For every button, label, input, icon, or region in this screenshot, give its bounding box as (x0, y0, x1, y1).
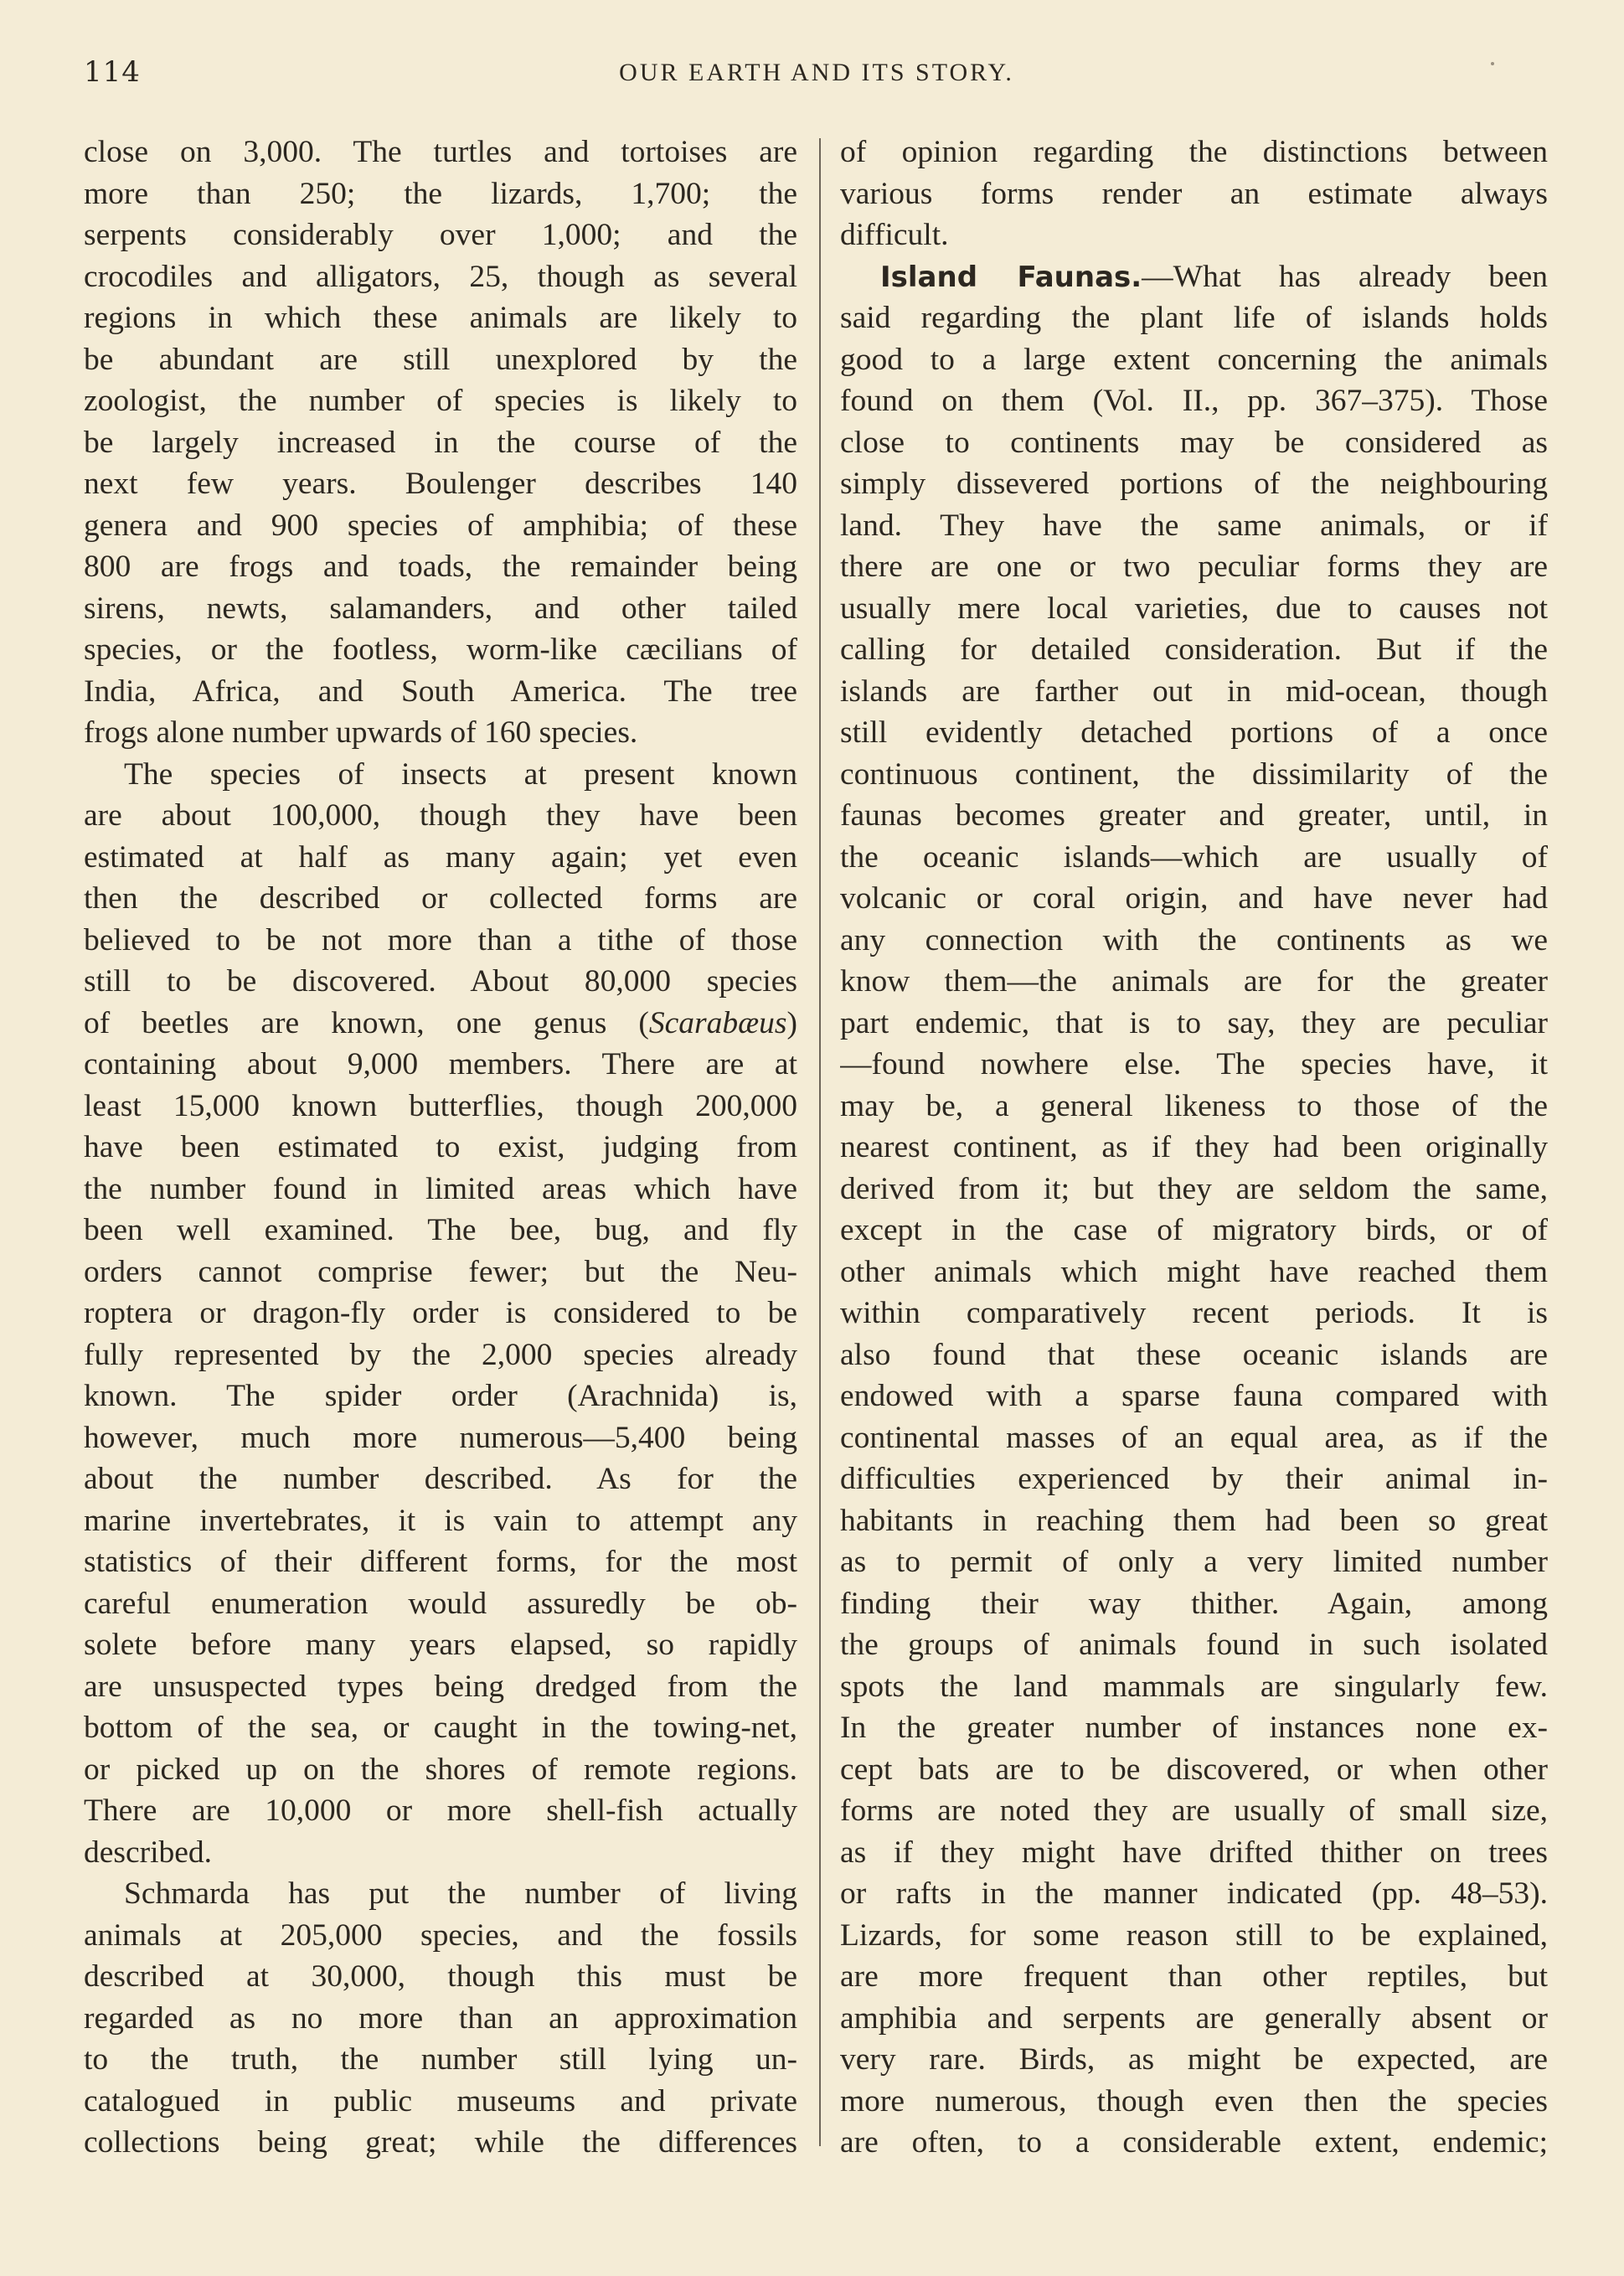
text-line: land. They have the same animals, or if (840, 508, 1548, 543)
text-line: to the truth, the number still lying un- (84, 2042, 797, 2077)
text-line: nearest continent, as if they had been originally (840, 1130, 1548, 1164)
text-line: be largely increased in the course of the (84, 425, 797, 460)
text-line: or picked up on the shores of remote regions. (84, 1752, 797, 1787)
text-line: derived from it; but they are seldom the same, (840, 1171, 1548, 1206)
section-heading-line (840, 256, 1548, 298)
text-line: habitants in reaching them had been so great (840, 1503, 1548, 1538)
text-line: difficult. (840, 218, 949, 252)
running-title: OUR EARTH AND ITS STORY. (619, 59, 1014, 86)
text-line: Schmarda has put the number of living (124, 1876, 797, 1911)
text-line: also found that these oceanic islands are (840, 1337, 1548, 1372)
text-line: various forms render an estimate always (840, 176, 1548, 211)
text-line: solete before many years elapsed, so rapidly (84, 1628, 797, 1662)
text-line: very rare. Birds, as might be expected, are (840, 2042, 1548, 2077)
text-line: least 15,000 known butterflies, though 200,000 (84, 1088, 797, 1123)
text-line: said regarding the plant life of islands holds (840, 301, 1548, 335)
text-line: as to permit of only a very limited number (840, 1545, 1548, 1579)
text-line: more numerous, though even then the species (840, 2083, 1548, 2119)
text-line: any connection with the continents as we (840, 922, 1548, 957)
text-line: sirens, newts, salamanders, and other tailed (84, 591, 797, 626)
text-line: zoologist, the number of species is likely to (84, 384, 797, 418)
text-line: roptera or dragon-fly order is considered to be (84, 1296, 797, 1330)
text-line: serpents considerably over 1,000; and the (84, 218, 797, 252)
left-column (84, 132, 797, 2164)
section-heading: Island Faunas. (880, 260, 1142, 294)
page-header (84, 55, 1549, 89)
text-line: spots the land mammals are singularly few. (840, 1669, 1548, 1704)
text-line: statistics of their different forms, for the most (84, 1545, 797, 1579)
text-line: endowed with a sparse fauna compared with (840, 1379, 1548, 1413)
text-line: Lizards, for some reason still to be explained, (840, 1917, 1548, 1953)
text-line-italic-genus: of beetles are known, one genus (Scarabæus) (84, 1005, 797, 1040)
text-line: usually mere local varieties, due to causes not (840, 591, 1548, 626)
text-line: In the greater number of instances none ex- (840, 1711, 1548, 1745)
right-column (840, 132, 1548, 2164)
text-line: species, or the footless, worm-like cæcilians of (84, 632, 797, 667)
text-line: catalogued in public museums and private (84, 2083, 797, 2119)
text-line: continental masses of an equal area, as if the (840, 1420, 1548, 1455)
text-line: described at 30,000, though this must be (84, 1959, 797, 1994)
column-rule (819, 138, 821, 2146)
text-line: more than 250; the lizards, 1,700; the (84, 176, 797, 211)
page-number: 114 (84, 55, 141, 89)
text-line: regarded as no more than an approximation (84, 2000, 797, 2036)
text-line: the oceanic islands—which are usually of (840, 839, 1548, 875)
text-line: close to continents may be considered as (840, 425, 1548, 460)
text-line: be abundant are still unexplored by the (84, 342, 797, 377)
text-line: estimated at half as many again; yet even (84, 839, 797, 875)
text-line: simply dissevered portions of the neighbouring (840, 467, 1548, 501)
text-line: other animals which might have reached them (840, 1254, 1548, 1289)
text-line: part endemic, that is to say, they are peculiar (840, 1005, 1548, 1040)
text-line: are unsuspected types being dredged from the (84, 1669, 797, 1704)
text-line: careful enumeration would assuredly be ob- (84, 1586, 797, 1621)
text-line: are about 100,000, though they have been (84, 798, 797, 833)
text-line: animals at 205,000 species, and the fossils (84, 1917, 797, 1953)
text-line: The species of insects at present known (124, 756, 797, 792)
text-line: have been estimated to exist, judging from (84, 1130, 797, 1164)
text-line: except in the case of migratory birds, or of (840, 1213, 1548, 1247)
text-line: about the number described. As for the (84, 1462, 797, 1496)
text-line: next few years. Boulenger describes 140 (84, 467, 797, 501)
text-line: known. The spider order (Arachnida) is, (84, 1379, 797, 1413)
text-line: containing about 9,000 members. There are at (84, 1047, 797, 1081)
text-line: There are 10,000 or more shell-fish actually (84, 1793, 797, 1828)
text-line: continuous continent, the dissimilarity of the (840, 756, 1548, 792)
text-line: then the described or collected forms are (84, 881, 797, 916)
text-line: found on them (Vol. II., pp. 367–375). Those (840, 384, 1548, 418)
text-line: —What has already been (1142, 259, 1548, 294)
text-line: still to be discovered. About 80,000 species (84, 964, 797, 999)
text-line: are more frequent than other reptiles, but (840, 1959, 1548, 1994)
text-line: crocodiles and alligators, 25, though as several (84, 259, 797, 294)
text-line: of opinion regarding the distinctions between (840, 135, 1548, 169)
text-line: believed to be not more than a tithe of those (84, 922, 797, 957)
text-line: good to a large extent concerning the animals (840, 342, 1548, 377)
text-line: forms are noted they are usually of small size, (840, 1793, 1548, 1828)
text-line: islands are farther out in mid-ocean, though (840, 674, 1548, 709)
text-line: India, Africa, and South America. The tree (84, 674, 797, 709)
text-line: genera and 900 species of amphibia; of these (84, 508, 797, 543)
text-line: the number found in limited areas which have (84, 1171, 797, 1206)
text-line: marine invertebrates, it is vain to attempt any (84, 1503, 797, 1538)
text-line: are often, to a considerable extent, endemic; (840, 2125, 1548, 2160)
text-line: 800 are frogs and toads, the remainder being (84, 550, 797, 584)
text-line: —found nowhere else. The species have, it (840, 1047, 1548, 1081)
text-line: within comparatively recent periods. It is (840, 1296, 1548, 1330)
text-line: the groups of animals found in such isolated (840, 1628, 1548, 1662)
text-line: however, much more numerous—5,400 being (84, 1420, 797, 1455)
text-line: or rafts in the manner indicated (pp. 48–53). (840, 1876, 1548, 1911)
text-line: still evidently detached portions of a once (840, 715, 1548, 750)
text-line: amphibia and serpents are generally absent or (840, 2000, 1548, 2036)
genus-name: Scarabæus (648, 1005, 787, 1040)
text-line: finding their way thither. Again, among (840, 1586, 1548, 1621)
text-line: as if they might have drifted thither on trees (840, 1835, 1548, 1870)
text-line: calling for detailed consideration. But if the (840, 632, 1548, 667)
text-line: been well examined. The bee, bug, and fly (84, 1213, 797, 1247)
text-line: collections being great; while the differences (84, 2125, 797, 2160)
text-line: orders cannot comprise fewer; but the Neu- (84, 1254, 797, 1289)
text-line: difficulties experienced by their animal in- (840, 1462, 1548, 1496)
text-line: cept bats are to be discovered, or when other (840, 1752, 1548, 1787)
text-line: may be, a general likeness to those of the (840, 1088, 1548, 1123)
text-line: fully represented by the 2,000 species already (84, 1337, 797, 1372)
text-line: described. (84, 1835, 213, 1870)
text-line: know them—the animals are for the greater (840, 964, 1548, 999)
print-speck (1491, 62, 1494, 65)
text-line: volcanic or coral origin, and have never had (840, 881, 1548, 916)
text-line: bottom of the sea, or caught in the towing-net, (84, 1711, 797, 1745)
text-line: faunas becomes greater and greater, until, in (840, 798, 1548, 833)
text-line: there are one or two peculiar forms they are (840, 550, 1548, 584)
text-line: regions in which these animals are likely to (84, 301, 797, 335)
text-line: close on 3,000. The turtles and tortoises are (84, 135, 797, 169)
text-line: frogs alone number upwards of 160 species. (84, 715, 638, 750)
